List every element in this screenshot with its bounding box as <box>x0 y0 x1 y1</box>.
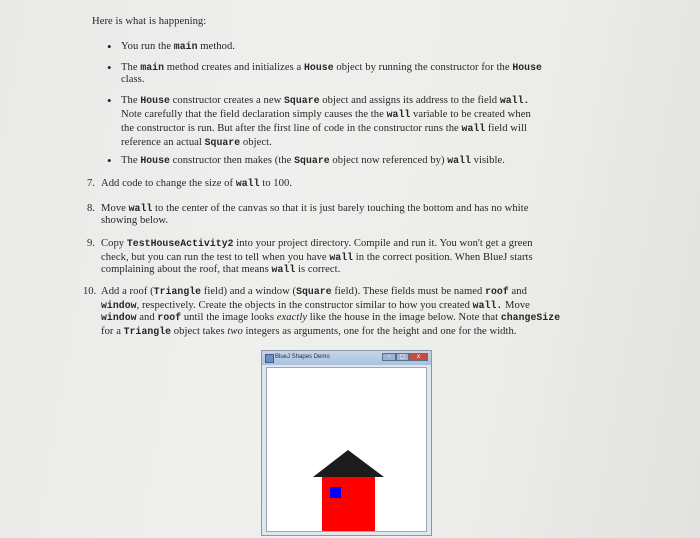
code-term: House <box>140 95 170 106</box>
text-run: You run the <box>121 41 174 52</box>
text-run: to 100. <box>259 178 293 189</box>
text-run: in the correct position. When BlueJ starts <box>353 252 533 263</box>
text-run: object. <box>240 137 272 148</box>
text-run: to the center of the canvas so that it is just barely touching the bottom and has no white <box>152 203 529 214</box>
intro-text: Here is what is happening: <box>92 16 207 27</box>
drawing-canvas <box>266 367 427 532</box>
text-run: and <box>508 286 527 297</box>
code-term: window <box>101 312 137 323</box>
text-run: object and assigns its address to the field <box>319 95 500 106</box>
text-run: field will <box>485 123 527 134</box>
code-term: House <box>512 62 542 73</box>
step-10-line <box>101 325 517 338</box>
maximize-icon[interactable]: □ <box>396 353 409 361</box>
bullet-4-line <box>121 154 505 167</box>
text-run: variable to be created when <box>410 109 531 120</box>
bullet-icon: • <box>107 153 112 168</box>
text-run: method. <box>197 41 235 52</box>
window-square <box>330 487 341 498</box>
text-run: like the house in the image below. Note that <box>307 312 501 323</box>
text-run: Add code to change the size of <box>101 178 236 189</box>
text-run: The <box>121 95 141 106</box>
text-run: Move <box>502 300 530 311</box>
text-run: object by running the constructor for the <box>333 62 513 73</box>
text-run: Note carefully that the field declaration simply causes the the <box>121 109 387 120</box>
code-term: roof <box>157 312 182 323</box>
step-number: 10. <box>83 286 97 297</box>
code-term: wall. <box>499 95 530 106</box>
roof-triangle <box>313 450 384 477</box>
text-run: until the image looks <box>181 312 277 323</box>
bluej-shapes-demo-window <box>261 350 432 536</box>
code-term: changeSize <box>500 312 561 323</box>
code-term: wall <box>329 252 354 263</box>
app-icon <box>265 354 274 363</box>
code-term: House <box>304 62 334 73</box>
text-run: constructor then makes (the <box>169 155 295 166</box>
bullet-3-line <box>121 94 529 107</box>
text-run: constructor creates a new <box>169 95 284 106</box>
code-term: Square <box>204 137 241 148</box>
emphasis-text: two <box>227 326 243 337</box>
bullet-3-line <box>121 136 272 149</box>
bullet-icon: • <box>107 93 112 108</box>
text-run: showing below. <box>101 215 169 226</box>
bullet-icon: • <box>107 60 112 75</box>
text-run: , respectively. Create the objects in the constructor similar to how you created <box>136 300 473 311</box>
step-10-line <box>101 285 527 298</box>
step-10-line <box>101 311 560 324</box>
bullet-1-line <box>121 40 235 53</box>
text-run: The <box>121 155 141 166</box>
code-term: Triangle <box>123 326 172 337</box>
bullet-2-line <box>121 61 542 74</box>
text-run: integers as arguments, one for the height and one for the width. <box>242 326 517 337</box>
text-run: for a <box>101 326 124 337</box>
step-number: 8. <box>87 203 95 214</box>
emphasis-text: exactly <box>276 312 308 323</box>
text-run: check, but you can run the test to tell when you have <box>101 252 330 263</box>
code-term: wall <box>447 155 471 166</box>
window-titlebar[interactable] <box>262 351 431 365</box>
bullet-2-line <box>121 73 145 86</box>
text-run: is correct. <box>295 264 341 275</box>
step-7-line <box>101 177 292 190</box>
text-run: method creates and initializes a <box>164 62 304 73</box>
code-term: wall. <box>472 300 503 311</box>
step-9-line <box>101 263 340 276</box>
code-term: window <box>101 300 137 311</box>
wall-square <box>322 477 375 531</box>
step-number: 9. <box>87 238 95 249</box>
code-term: House <box>140 155 170 166</box>
code-term: main <box>173 41 198 52</box>
text-run: complaining about the roof, that means <box>101 264 272 275</box>
close-icon[interactable]: x <box>409 353 428 361</box>
text-run: object now referenced by) <box>329 155 448 166</box>
code-term: main <box>140 62 165 73</box>
text-run: object takes <box>171 326 228 337</box>
text-run: and <box>136 312 158 323</box>
text-run: Add a roof ( <box>101 286 154 297</box>
window-controls <box>382 353 428 362</box>
text-run: Copy <box>101 238 127 249</box>
code-term: roof <box>485 286 509 297</box>
window-title: BlueJ Shapes Demo <box>275 354 330 360</box>
bullet-3-line <box>121 122 527 135</box>
code-term: Triangle <box>153 286 202 297</box>
text-run: reference an actual <box>121 137 205 148</box>
code-term: wall <box>128 203 153 214</box>
code-term: TestHouseActivity2 <box>126 238 234 249</box>
text-run: visible. <box>470 155 505 166</box>
text-run: Move <box>101 203 129 214</box>
house-drawing <box>267 368 426 531</box>
code-term: Square <box>296 286 332 297</box>
step-8-line <box>101 214 168 227</box>
text-run: into your project directory. Compile and run it. You won't get a green <box>233 238 533 249</box>
text-run: field) and a window ( <box>201 286 297 297</box>
text-run: field). These fields must be named <box>331 286 486 297</box>
code-term: wall <box>386 109 411 120</box>
bullet-3-line <box>121 108 531 121</box>
code-term: wall <box>235 178 260 189</box>
text-run: the constructor is run. But after the first line of code in the constructor runs the <box>121 123 462 134</box>
bullet-icon: • <box>107 39 112 54</box>
text-run: The <box>121 62 141 73</box>
step-number: 7. <box>87 178 95 189</box>
text-run: class. <box>121 74 145 85</box>
code-term: wall <box>461 123 486 134</box>
minimize-icon[interactable]: – <box>382 353 396 361</box>
code-term: Square <box>294 155 330 166</box>
step-9-line <box>101 237 533 250</box>
code-term: Square <box>284 95 320 106</box>
code-term: wall <box>271 264 296 275</box>
